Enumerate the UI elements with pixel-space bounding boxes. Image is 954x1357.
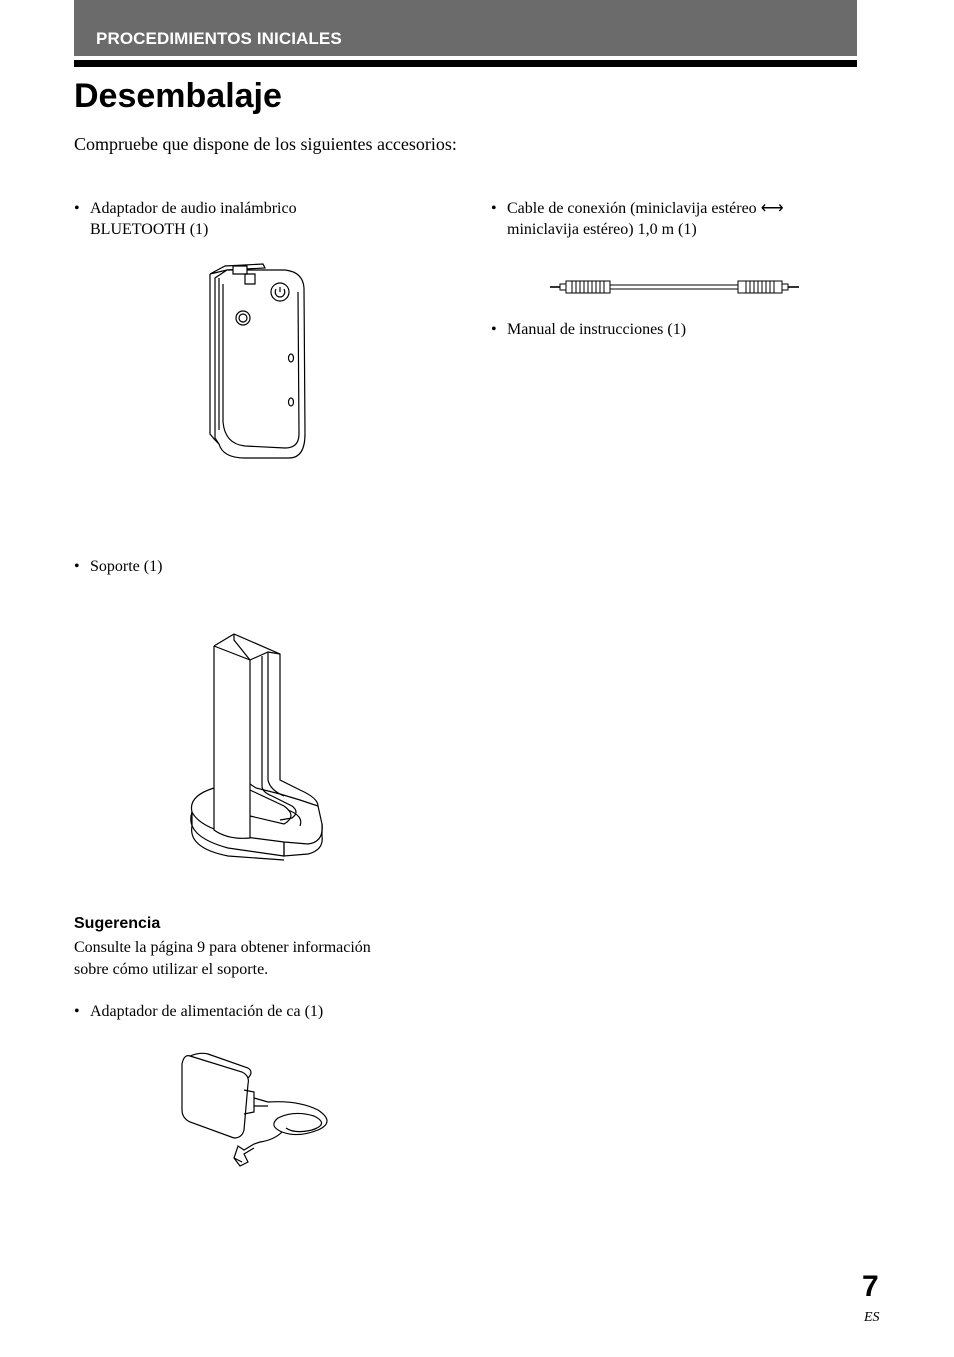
list-item-text: Cable de conexión (miniclavija estéreo ⟷ bbox=[507, 200, 784, 217]
list-item-text: Adaptador de alimentación de ca (1) bbox=[90, 1003, 324, 1020]
list-item-text: Soporte (1) bbox=[90, 558, 163, 575]
section-header-label: PROCEDIMIENTOS INICIALES bbox=[96, 29, 342, 48]
bullet: • bbox=[491, 200, 497, 217]
list-item-text: Adaptador de audio inalámbrico bbox=[90, 200, 297, 217]
bullet: • bbox=[74, 200, 80, 217]
page-number: 7 bbox=[862, 1270, 879, 1303]
stand-illustration bbox=[188, 630, 328, 862]
bullet: • bbox=[74, 558, 80, 575]
intro-text: Compruebe que dispone de los siguientes accesorios: bbox=[74, 134, 457, 154]
power-adapter-illustration bbox=[178, 1050, 338, 1172]
list-item-text: BLUETOOTH (1) bbox=[90, 221, 209, 238]
page-language: ES bbox=[864, 1310, 880, 1325]
bluetooth-adapter-illustration bbox=[205, 262, 310, 462]
tip-heading: Sugerencia bbox=[74, 915, 161, 932]
header-rule bbox=[74, 60, 857, 67]
connection-cable-illustration bbox=[550, 278, 800, 296]
bullet: • bbox=[74, 1003, 80, 1020]
tip-body: Consulte la página 9 para obtener información sobre cómo utilizar el soporte. bbox=[74, 939, 371, 978]
double-arrow-icon: ⟷ bbox=[760, 200, 784, 217]
list-item-text: miniclavija estéreo) 1,0 m (1) bbox=[507, 221, 697, 238]
bullet: • bbox=[491, 321, 497, 338]
section-header-bar bbox=[74, 0, 857, 56]
list-item-text: Manual de instrucciones (1) bbox=[507, 321, 687, 338]
page-title: Desembalaje bbox=[74, 77, 282, 115]
